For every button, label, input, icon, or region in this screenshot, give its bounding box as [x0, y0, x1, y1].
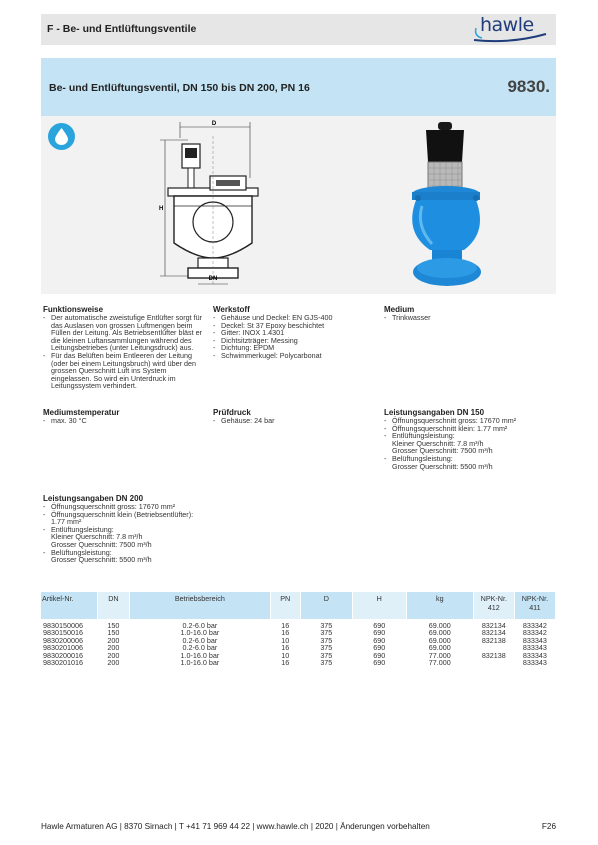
cell: 833342 — [522, 621, 547, 630]
werkstoff-item: - Schwimmerkugel: Polycarbonat — [213, 352, 373, 360]
leistung150-heading: Leistungsangaben DN 150 — [384, 408, 485, 417]
leistung200-item: - Belüftungsleistung: — [43, 549, 213, 557]
cell: 833343 — [522, 658, 547, 668]
leistung200-subitem: 1.77 mm² — [51, 517, 82, 527]
leistung200-item: - Öffnungsquerschnitt gross: 17670 mm² — [43, 503, 213, 511]
col-header: Artikel-Nr. — [41, 592, 97, 619]
cell: 10 — [281, 650, 290, 660]
cell: 200 — [107, 650, 120, 660]
col-header: NPK-Nr. 411 — [514, 592, 555, 619]
werkstoff-item: - Deckel: St 37 Epoxy beschichtet — [213, 322, 373, 330]
cell: 1.0-16.0 bar — [180, 628, 220, 638]
pruefdruck-item: - Gehäuse: 24 bar — [213, 417, 373, 425]
cell: 690 — [373, 658, 386, 668]
cell: 16 — [281, 628, 290, 638]
mediumtemperatur-text — [43, 417, 203, 425]
cell: 1.0-16.0 bar — [180, 658, 220, 668]
mediumtemperatur-heading: Mediumstemperatur — [43, 408, 120, 417]
spec-table — [41, 592, 556, 666]
leistung150-subitem: Kleiner Querschnitt: 7.8 m³/h — [392, 438, 484, 448]
cell: 9830150006 — [43, 621, 83, 630]
leistung150-item: - Öffnungsquerschnitt gross: 17670 mm² — [384, 417, 554, 425]
cell: 375 — [320, 628, 333, 638]
cell: 200 — [107, 643, 120, 653]
werkstoff-heading: Werkstoff — [213, 305, 250, 314]
cell: 9830150016 — [43, 628, 83, 638]
cell: 150 — [107, 628, 120, 638]
cell: 9830201006 — [43, 643, 83, 653]
mediumtemperatur-item: - max. 30 °C — [43, 417, 203, 425]
cell: 832134 — [481, 621, 506, 630]
cell: 16 — [281, 621, 290, 630]
dim-h-label: H — [159, 206, 164, 212]
funktionsweise-heading: Funktionsweise — [43, 305, 104, 314]
cell — [473, 659, 514, 666]
col-header: NPK-Nr. 412 — [473, 592, 514, 619]
cell: 375 — [320, 621, 333, 630]
leistung200-item: - Entlüftungsleistung: — [43, 526, 213, 534]
werkstoff-item: - Dichtung: EPDM — [213, 344, 373, 352]
leistung200-item: - Öffnungsquerschnitt klein (Betriebsentlüfter): — [43, 511, 213, 519]
cell: 10 — [281, 635, 290, 645]
cell: 77.000 — [428, 658, 451, 668]
medium-item: - Trinkwasser — [384, 314, 544, 322]
cell: 690 — [373, 643, 386, 653]
cell: 16 — [281, 658, 290, 668]
footer-text: Hawle Armaturen AG | 8370 Sirnach | T +41 71 969 44 22 | www.hawle.ch | 2020 | Änderungen vorbehalten — [41, 822, 430, 831]
cell: 833343 — [522, 635, 547, 645]
col-header: Betriebsbereich — [130, 592, 271, 619]
leistung150-item: - Öffnungsquerschnitt klein: 1.77 mm² — [384, 425, 554, 433]
cell: 833343 — [522, 650, 547, 660]
table-row — [41, 659, 556, 666]
leistung150-item: - Belüftungsleistung: — [384, 455, 554, 463]
cell: 0.2-6.0 bar — [182, 635, 218, 645]
cell: 150 — [107, 621, 120, 630]
medium-heading: Medium — [384, 305, 415, 314]
page-number: F26 — [541, 822, 556, 831]
cell: 833343 — [522, 643, 547, 653]
product-title-bar — [41, 58, 556, 116]
technical-drawing — [150, 118, 260, 290]
cell: 375 — [320, 650, 333, 660]
leistung200-subitem: Grosser Querschnitt: 7500 m³/h — [51, 539, 152, 549]
col-header: PN — [270, 592, 300, 619]
col-header: H — [352, 592, 406, 619]
leistung150-subitem: Grosser Querschnitt: 5500 m³/h — [392, 461, 493, 471]
product-title: Be- und Entlüftungsventil, DN 150 bis DN 200, PN 16 — [49, 82, 310, 94]
cell: 690 — [373, 635, 386, 645]
leistung200-subitem: Kleiner Querschnitt: 7.8 m³/h — [51, 532, 143, 542]
table-header-row — [41, 592, 556, 619]
funktionsweise-item: - Der automatische zweistufige Entlüfter sorgt für das Auslasen von grossen Luftmengen beim Füllen der Leitung. Als Betriebsentlüfter bläst er die kleinen Luftansammlungen während des Leitungsbetriebes (unter Leitungsdruck) aus. — [43, 314, 203, 352]
cell: 690 — [373, 621, 386, 630]
medium-text — [384, 314, 544, 322]
cell: 9830200006 — [43, 635, 83, 645]
cell: 200 — [107, 635, 120, 645]
cell: 77.000 — [428, 650, 451, 660]
leistung200-subitem: Grosser Querschnitt: 5500 m³/h — [51, 555, 152, 565]
cell: 16 — [281, 643, 290, 653]
cell: 200 — [107, 658, 120, 668]
werkstoff-item: - Gehäuse und Deckel: EN GJS-400 — [213, 314, 373, 322]
cell: 9830200016 — [43, 650, 83, 660]
pruefdruck-text — [213, 417, 373, 425]
leistung150-text — [384, 417, 554, 470]
cell: 69.000 — [428, 621, 451, 630]
cell: 690 — [373, 628, 386, 638]
pruefdruck-heading: Prüfdruck — [213, 408, 251, 417]
page-footer — [41, 822, 556, 831]
cell: 1.0-16.0 bar — [180, 650, 220, 660]
cell: 375 — [320, 643, 333, 653]
section-title: F - Be- und Entlüftungsventile — [47, 23, 197, 35]
cell: 69.000 — [428, 628, 451, 638]
cell: 69.000 — [428, 635, 451, 645]
col-header: D — [300, 592, 352, 619]
cell: 9830201016 — [43, 658, 83, 668]
cell: 690 — [373, 650, 386, 660]
col-header: kg — [406, 592, 473, 619]
werkstoff-text — [213, 314, 373, 360]
cell: 832138 — [481, 650, 506, 660]
leistung150-item: - Entlüftungsleistung: — [384, 432, 554, 440]
cell: 375 — [320, 658, 333, 668]
leistung150-subitem: Grosser Querschnitt: 7500 m³/h — [392, 446, 493, 456]
werkstoff-item: - Dichtsitzträger: Messing — [213, 337, 373, 345]
funktionsweise-text — [43, 314, 203, 390]
cell: 375 — [320, 635, 333, 645]
cell: 832138 — [481, 635, 506, 645]
cell: 0.2-6.0 bar — [182, 643, 218, 653]
cell: 69.000 — [428, 643, 451, 653]
valve-product-image — [404, 122, 494, 290]
werkstoff-item: - Gitter: INOX 1.4301 — [213, 329, 373, 337]
col-header: DN — [97, 592, 129, 619]
cell: 833342 — [522, 628, 547, 638]
logo-text: hawle — [480, 14, 534, 36]
leistung200-heading: Leistungsangaben DN 200 — [43, 494, 144, 503]
product-number: 9830. — [507, 77, 550, 96]
cell: 0.2-6.0 bar — [182, 621, 218, 630]
cell: 832134 — [481, 628, 506, 638]
leistung200-text — [43, 503, 213, 564]
hawle-logo — [470, 14, 550, 42]
dim-d-label: D — [211, 121, 217, 127]
dim-dn-label: DN — [208, 276, 218, 282]
water-drop-icon — [48, 123, 75, 150]
funktionsweise-item: - Für das Belüften beim Entleeren der Leitung (oder bei einem Leitungsbruch) wird über den grossen Querschnitt Luft ins System eingelassen. So wird ein Unterdruck im Leitungssystem verhindert. — [43, 352, 203, 390]
